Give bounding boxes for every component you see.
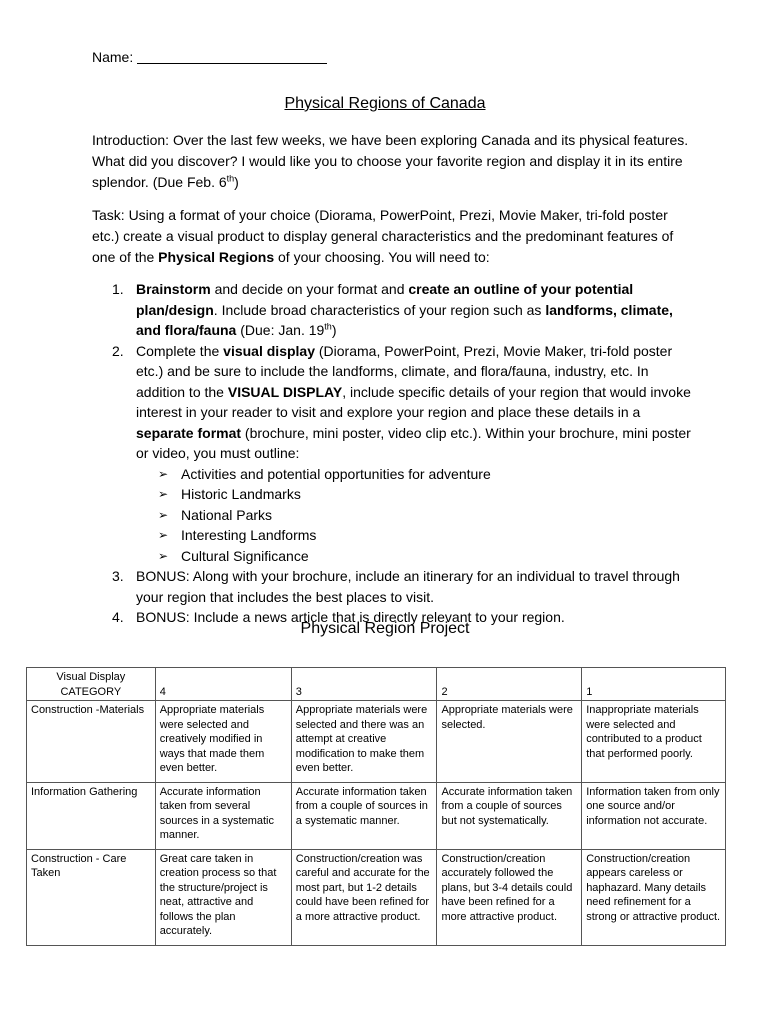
step-text: and decide on your format and — [210, 281, 409, 297]
bullet-text: Historic Landmarks — [181, 486, 301, 502]
step-text: BONUS: Include a news article that is directly relevant to your region. — [136, 609, 565, 625]
bullet-text: Activities and potential opportunities for adventure — [181, 465, 491, 482]
rubric-cell: Accurate information taken from a couple of sources in a systematic manner. — [291, 782, 437, 849]
intro-text: Introduction: Over the last few weeks, we have been exploring Canada and its physical features. What did you discover? I would like you to choose your favorite region and display it in its entire splendor. (Due Feb. 6 — [92, 132, 689, 190]
step-number: 1. — [112, 281, 124, 297]
header-score-cell: 2 — [437, 668, 582, 701]
rubric-row — [27, 849, 726, 945]
step-number: 2. — [112, 342, 124, 359]
bullet-item — [158, 464, 692, 485]
step-text: (Due: Jan. 19 — [236, 322, 325, 338]
arrow-bullet-icon: ➢ — [158, 507, 169, 522]
step-text: ) — [331, 322, 337, 338]
rubric-cell: Accurate information taken from several sources in a systematic manner. — [155, 782, 291, 849]
step-sup: th — [324, 321, 332, 332]
arrow-bullet-icon: ➢ — [158, 548, 169, 563]
task-text-end: of your choosing. You will need to: — [274, 249, 490, 265]
bullet-text: Interesting Landforms — [181, 527, 317, 543]
rubric-cell: Appropriate materials were selected and creatively modified in ways that made them even better. — [155, 701, 291, 783]
steps-list — [92, 279, 692, 628]
bullet-item — [158, 484, 692, 505]
step-item — [92, 341, 692, 567]
name-field — [92, 49, 327, 65]
task-paragraph — [92, 205, 692, 268]
step-number: 4. — [112, 609, 124, 625]
arrow-bullet-icon: ➢ — [158, 466, 169, 481]
header-score-cell: 4 — [155, 668, 291, 701]
header-score-cell: 1 — [582, 668, 726, 701]
step-bold: landforms, climate, and flora/fauna — [136, 301, 673, 338]
step-text: , include specific details of your region that would invoke interest in your reader to visit and explore your region and place these details in a — [136, 383, 691, 420]
intro-sup: th — [226, 173, 235, 184]
rubric-row — [27, 782, 726, 849]
step-text: Complete the — [136, 342, 224, 359]
rubric-title: Physical Region Project — [300, 620, 470, 637]
outline-bullet-list — [136, 464, 692, 567]
step-bold: Brainstorm — [136, 281, 211, 297]
bullet-item — [158, 525, 692, 546]
arrow-bullet-icon: ➢ — [158, 487, 169, 501]
row-category-cell: Information Gathering — [27, 782, 156, 849]
rubric-row — [27, 701, 726, 783]
document-title: Physical Regions of Canada — [284, 95, 486, 112]
step-text: . Include broad characteristics of your region such as — [213, 301, 546, 318]
arrow-bullet-icon: ➢ — [158, 528, 169, 542]
intro-end: ) — [234, 174, 239, 190]
step-text: (brochure, mini poster, video clip etc.). Within your brochure, mini poster or video, you must outline: — [136, 424, 691, 461]
bullet-text: National Parks — [181, 506, 273, 523]
rubric-cell: Construction/creation appears careless or haphazard. Many details need refinement for a strong or attractive product. — [582, 849, 726, 945]
rubric-cell: Appropriate materials were selected and there was an attempt at creative modification to make them even better. — [291, 701, 437, 783]
introduction-paragraph — [92, 130, 692, 193]
step-text: (Diorama, PowerPoint, Prezi, Movie Maker, tri-fold poster etc.) and be sure to include the landforms, climate, and flora/fauna, industry, etc. In addition to the — [136, 342, 673, 400]
rubric-cell: Inappropriate materials were selected and contributed to a product that performed poorly. — [582, 701, 726, 783]
rubric-cell: Appropriate materials were selected. — [437, 701, 582, 783]
bullet-item — [158, 546, 692, 567]
task-bold-text: Physical Regions — [158, 249, 275, 265]
bullet-item — [158, 505, 692, 526]
step-bold: separate format — [136, 424, 242, 441]
step-number: 3. — [112, 568, 124, 584]
step-bold: VISUAL DISPLAY — [227, 383, 343, 400]
step-item — [92, 279, 692, 341]
rubric-table — [26, 667, 726, 946]
row-category-cell: Construction - Care Taken — [27, 849, 156, 945]
step-bold: create an outline of your potential plan/design — [136, 281, 634, 318]
step-text: BONUS: Along with your brochure, include an itinerary for an individual to travel through your region that includes the best places to visit. — [136, 568, 680, 605]
header-score-cell: 3 — [291, 668, 437, 701]
step-item — [92, 566, 692, 607]
rubric-header-row — [27, 668, 726, 701]
rubric-cell: Construction/creation accurately followed the plans, but 3-4 details could have been refined for a more attractive product. — [437, 849, 582, 945]
rubric-cell: Accurate information taken from a couple of sources but not systematically. — [437, 782, 582, 849]
bullet-text: Cultural Significance — [181, 547, 309, 564]
task-text: Task: Using a format of your choice (Diorama, PowerPoint, Prezi, Movie Maker, tri-fold poster etc.) create a visual product to display general characteristics and the predominant features of one of the — [92, 207, 674, 265]
name-blank-line — [137, 49, 327, 64]
rubric-cell: Information taken from only one source and/or information not accurate. — [582, 782, 726, 849]
rubric-cell: Construction/creation was careful and accurate for the most part, but 1-2 details could have been refined for a more attractive product. — [291, 849, 437, 945]
name-label: Name: — [92, 49, 134, 65]
header-category-cell: Visual Display CATEGORY — [27, 668, 156, 701]
step-bold: visual display — [223, 342, 315, 359]
row-category-cell: Construction -Materials — [27, 701, 156, 783]
rubric-cell: Great care taken in creation process so that the structure/project is neat, attractive and follows the plan accurately. — [155, 849, 291, 945]
